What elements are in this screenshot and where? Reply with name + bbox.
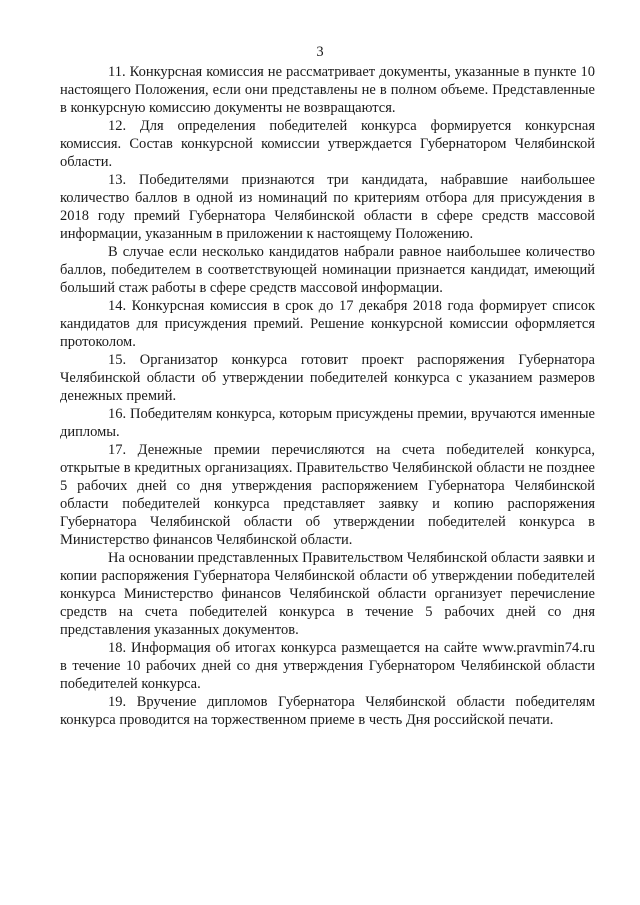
document-body: [60, 63, 595, 729]
paragraph-13: 13. Победителями признаются три кандидата, набравшие наибольшее количество баллов в одной из номинаций по критериям отбора для присуждения в 2018 году премий Губернатора Челябинской области в сфере средств массовой информации, указанным в приложении к настоящему Положению.: [60, 172, 595, 242]
paragraph-17: 17. Денежные премии перечисляются на счета победителей конкурса, открытые в кредитных организациях. Правительство Челябинской области не позднее 5 рабочих дней со дня утверждения распоряжением Губернатора Челябинской области победителей конкурса представляет заявку и копию распоряжения Губернатора Челябинской области об утверждении победителей конкурса в Министерство финансов Челябинской области.: [60, 442, 595, 548]
paragraph-16: 16. Победителям конкурса, которым присуждены премии, вручаются именные дипломы.: [60, 406, 595, 440]
paragraph-15: 15. Организатор конкурса готовит проект распоряжения Губернатора Челябинской области об утверждении победителей конкурса с указанием размеров денежных премий.: [60, 352, 595, 404]
page-number: 3: [316, 44, 324, 60]
paragraph-18: 18. Информация об итогах конкурса размещается на сайте www.pravmin74.ru в течение 10 рабочих дней со дня утверждения Губернатором Челябинской области победителей конкурса.: [60, 640, 595, 692]
paragraph-13-continued: В случае если несколько кандидатов набрали равное наибольшее количество баллов, победителем в соответствующей номинации признается кандидат, имеющий больший стаж работы в сфере средств массовой информации.: [60, 244, 595, 296]
paragraph-17-continued: На основании представленных Правительством Челябинской области заявки и копии распоряжения Губернатора Челябинской области об утверждении победителей конкурса Министерство финансов Челябинской области организует перечисление средств на счета победителей конкурса в течение 5 рабочих дней со дня представления указанных документов.: [60, 550, 595, 638]
paragraph-19: 19. Вручение дипломов Губернатора Челябинской области победителям конкурса проводится на торжественном приеме в честь Дня российской печати.: [60, 694, 595, 728]
paragraph-14: 14. Конкурсная комиссия в срок до 17 декабря 2018 года формирует список кандидатов для присуждения премий. Решение конкурсной комиссии оформляется протоколом.: [60, 298, 595, 350]
paragraph-11: 11. Конкурсная комиссия не рассматривает документы, указанные в пункте 10 настоящего Положения, если они представлены не в полном объеме. Представленные в конкурсную комиссию документы не возвращаются.: [60, 64, 595, 116]
paragraph-12: 12. Для определения победителей конкурса формируется конкурсная комиссия. Состав конкурсной комиссии утверждается Губернатором Челябинской области.: [60, 118, 595, 170]
